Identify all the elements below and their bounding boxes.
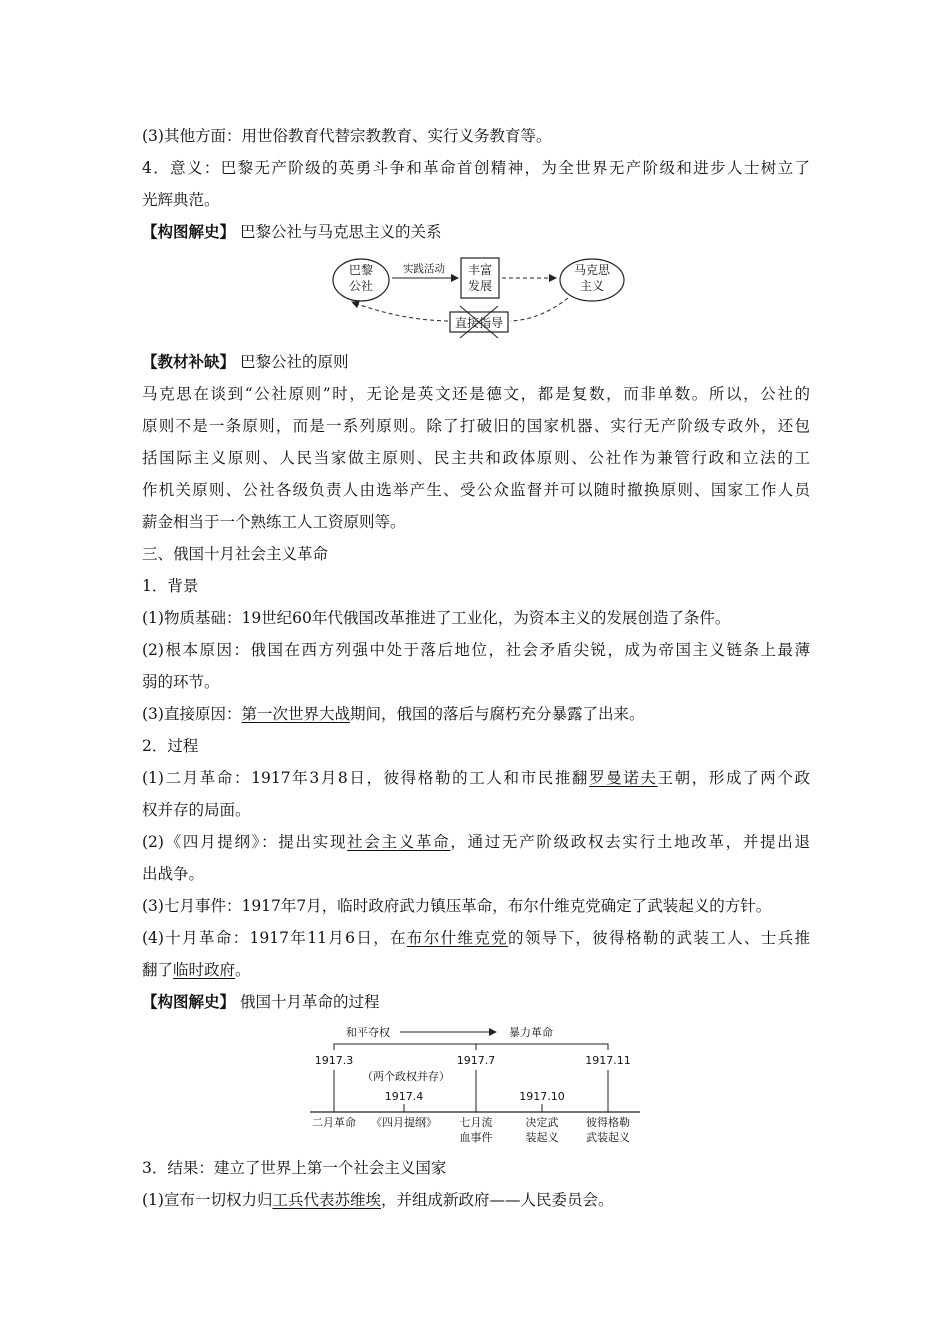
paragraph: (2)根本原因：俄国在西方列强中处于落后地位，社会矛盾尖锐，成为帝国主义链条上最薄 bbox=[142, 641, 810, 659]
text: (1)宣布一切权力归 bbox=[142, 1191, 273, 1209]
paragraph: (3)其他方面：用世俗教育代替宗教教育、实行义务教育等。 bbox=[142, 127, 552, 145]
text: (3)直接原因： bbox=[142, 705, 242, 723]
event-label: 《四月提纲》 bbox=[371, 1116, 437, 1129]
node-label: 主义 bbox=[579, 279, 605, 293]
event-label: 二月革命 bbox=[312, 1116, 356, 1129]
paragraph bbox=[142, 832, 810, 852]
paragraph: 薪金相当于一个熟练工人工资原则等。 bbox=[142, 513, 406, 531]
text: 期间，俄国的落后与腐朽充分暴露了出来。 bbox=[349, 705, 645, 723]
paris-commune-marxism-diagram bbox=[320, 250, 630, 340]
text: (2)《四月提纲》：提出实现 bbox=[142, 833, 348, 851]
underlined-text: 社会主义革命 bbox=[347, 833, 451, 851]
paragraph: (3)七月事件：1917年7月，临时政府武力镇压革命，布尔什维克党确定了武装起义的方针。 bbox=[142, 897, 772, 915]
text: (1)二月革命：1917年3月8日，彼得格勒的工人和市民推翻 bbox=[142, 769, 590, 787]
paragraph: 出战争。 bbox=[142, 865, 205, 883]
paragraph: 马克思在谈到“公社原则”时，无论是英文还是德文，都是复数，而非单数。所以，公社的 bbox=[142, 385, 810, 403]
node-label: 丰富 bbox=[467, 263, 493, 277]
paragraph bbox=[142, 928, 810, 948]
paragraph bbox=[142, 1190, 614, 1210]
section-heading bbox=[142, 222, 441, 242]
text: 的领导下，彼得格勒的武装工人、士兵推 bbox=[508, 929, 810, 947]
section-title: 巴黎公社的原则 bbox=[239, 353, 349, 371]
dashed-curve-right bbox=[510, 298, 568, 321]
underlined-text: 临时政府 bbox=[173, 961, 236, 979]
paragraph: 4．意义：巴黎无产阶级的英勇斗争和革命首创精神，为全世界无产阶级和进步人士树立了 bbox=[142, 159, 810, 177]
subheading: 1．背景 bbox=[142, 577, 199, 595]
october-revolution-timeline bbox=[306, 1018, 646, 1148]
text: ，并组成新政府——人民委员会。 bbox=[380, 1191, 614, 1209]
heading: 三、俄国十月社会主义革命 bbox=[142, 545, 329, 563]
paragraph: 作机关原则、公社各级负责人由选举产生、受公众监督并可以随时撤换原则、国家工作人员 bbox=[142, 481, 810, 499]
paragraph bbox=[142, 704, 645, 724]
event-label: 血事件 bbox=[459, 1131, 493, 1144]
paragraph bbox=[142, 768, 810, 788]
period-label: （两个政权并存） bbox=[362, 1070, 450, 1083]
text: (4)十月革命：1917年11月6日，在 bbox=[142, 929, 407, 947]
arrow-label: 实践活动 bbox=[403, 263, 445, 275]
date-label: 1917.11 bbox=[585, 1054, 631, 1067]
date-label: 1917.4 bbox=[384, 1090, 424, 1103]
paragraph: 光辉典范。 bbox=[142, 191, 220, 209]
section-title: 巴黎公社与马克思主义的关系 bbox=[239, 223, 442, 241]
date-label: 1917.7 bbox=[456, 1054, 496, 1067]
section-heading bbox=[142, 352, 348, 372]
node-label: 直接指导 bbox=[454, 316, 504, 330]
node-label: 马克思 bbox=[573, 263, 611, 277]
text: 王朝，形成了两个政 bbox=[657, 769, 810, 787]
paragraph: 弱的环节。 bbox=[142, 673, 220, 691]
underlined-text: 工兵代表苏维埃 bbox=[272, 1191, 381, 1209]
paragraph bbox=[142, 960, 251, 980]
paragraph: 原则不是一条原则，而是一系列原则。除了打破旧的国家机器、实行无产阶级专政外，还包 bbox=[142, 417, 810, 435]
section-title: 俄国十月革命的过程 bbox=[239, 993, 380, 1011]
paragraph: 权并存的局面。 bbox=[142, 801, 251, 819]
section-tag: 【构图解史】 bbox=[142, 222, 236, 241]
phase-label: 和平夺权 bbox=[346, 1026, 390, 1039]
subheading: 3．结果：建立了世界上第一个社会主义国家 bbox=[142, 1159, 447, 1177]
node-label: 公社 bbox=[348, 279, 374, 293]
text: 。 bbox=[235, 961, 251, 979]
section-tag: 【构图解史】 bbox=[142, 992, 236, 1011]
paragraph: 括国际主义原则、人民当家做主原则、民主共和政体原则、公社作为兼管行政和立法的工 bbox=[142, 449, 810, 467]
underlined-text: 罗曼诺夫 bbox=[589, 769, 658, 787]
violent-bracket bbox=[476, 1044, 608, 1050]
dashed-curve-left bbox=[352, 302, 448, 321]
phase-label: 暴力革命 bbox=[509, 1026, 553, 1039]
date-label: 1917.10 bbox=[519, 1090, 565, 1103]
peace-bracket bbox=[334, 1044, 476, 1050]
event-label: 武装起义 bbox=[586, 1131, 630, 1144]
subheading: 2．过程 bbox=[142, 737, 199, 755]
date-label: 1917.3 bbox=[314, 1054, 354, 1067]
section-tag: 【教材补缺】 bbox=[142, 352, 236, 371]
event-label: 彼得格勒 bbox=[586, 1116, 630, 1129]
node-label: 巴黎 bbox=[348, 263, 374, 277]
paragraph: (1)物质基础：19世纪60年代俄国改革推进了工业化，为资本主义的发展创造了条件。 bbox=[142, 609, 731, 627]
text: 翻了 bbox=[142, 961, 174, 979]
node-label: 发展 bbox=[467, 279, 493, 293]
underlined-text: 第一次世界大战 bbox=[241, 705, 350, 723]
text: ，通过无产阶级政权去实行土地改革，并提出退 bbox=[450, 833, 810, 851]
event-label: 决定武 bbox=[525, 1116, 559, 1129]
event-label: 七月流 bbox=[459, 1116, 493, 1129]
section-heading bbox=[142, 992, 379, 1012]
event-label: 装起义 bbox=[525, 1131, 559, 1144]
underlined-text: 布尔什维克党 bbox=[406, 929, 509, 947]
